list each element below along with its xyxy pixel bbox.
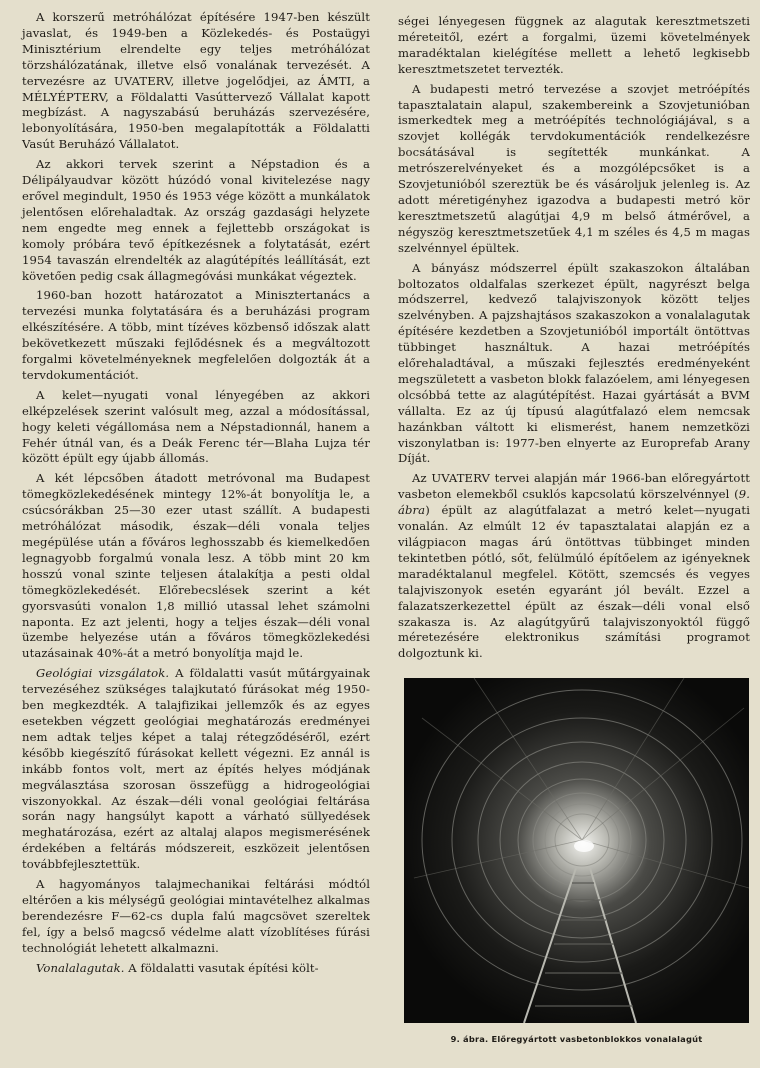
paragraph: A bányász módszerrel épült szakaszokon általában boltozatos oldalfalas szerkezet épült, nagyrészt belga módszerrel, kedvező talajviszonyok között teljes szelvényben. A pajzshajtásos szakaszokon a vonalalagutak építésére kezdetben a Szovjetunióból importált öntöttvas tübbinget használtuk. A hazai metróépítés előrehaladtával, a műszaki fejlesztés eredményeként megszületett a vasbeton blokk falazóelem, ami lényegesen olcsóbbá tette az alagútépítést. Hazai gyártását a BVM vállalta. Ez az új típusú alagútfalazó elem nemcsak hazánkban váltott ki elismerést, hanem nemzetközi viszonylatban is: 1977-ben elnyerte az Europrefab Arany Díját.: [398, 260, 750, 466]
paragraph: A két lépcsőben átadott metróvonal ma Budapest tömegközlekedésének mintegy 12%-át bonyolítja le, a csúcsórákban 25—30 ezer utast szállít. A budapesti metróhálózat második, észak—déli vonala teljes megépülése után a főváros leghosszabb és kiemelkedően legnagyobb forgalmú vonala lesz. A több mint 20 km hosszú vonal szinte teljesen átalakítja a pesti oldal tömegközlekedését. Előrebecslések szerint a két gyorsvasúti vonalon 1,8 millió utassal lehet számolni naponta. Ez azt jelenti, hogy a teljes észak—déli vonal üzembe helyezése után a főváros tömegközlekedési utazásainak 40%-át a metró bonyolítja majd le.: [22, 471, 370, 661]
paragraph-body: Az UVATERV tervei alapján már 1966-ban előregyártott vasbeton elemekből csuklós kapcsolatú körszelvénnyel (: [398, 471, 750, 502]
tunnel-end-light: [574, 840, 594, 852]
paragraph-body: ) épült az alagútfalazat a metró kelet—nyugati vonalán. Az elmúlt 12 év tapasztalatai alapján ez a világpiacon magas árú öntöttvas tübbinget minden tekintetben pótló, sőt, felülmúló építőelem az igényeknek maradéktalanul megfelel. Kötött, szemcsés és vegyes talajviszonyok esetén egyaránt jól bevált. Ezzel a falazatszerkezettel épült az észak—déli vonal első szakasza is. Az alagútgyűrű talajviszonyoktól függő méretezésére elektronikus számítási programot dolgoztunk ki.: [398, 503, 750, 661]
paragraph: A hagyományos talajmechanikai feltárási módtól eltérően a kis mélységű geológiai mintavételhez alkalmas berendezésre F—62-cs dupla falú magcsövet szereltek fel, így a belső magcső védelme alatt vízoblítéses fúrási technológiát lehetett alkalmazni.: [22, 877, 370, 955]
paragraph-continued: ségei lényegesen függnek az alagutak keresztmetszeti méreteitől, ezért a forgalmi, üzemi követelmények maradéktalan kielégítése mellett a lehető legkisebb keresztmetszetet tervezték.: [398, 14, 750, 76]
figure-caption: 9. ábra. Előregyártott vasbetonblokkos vonalalagút: [450, 1034, 703, 1044]
paragraph-body: A földalatti vasutak építési költ-: [124, 960, 319, 975]
left-column: [22, 10, 370, 980]
right-column: [398, 14, 750, 666]
section-lead-geology: Geológiai vizsgálatok.: [36, 666, 170, 681]
section-lead-tunnels: Vonalalagutak.: [36, 960, 125, 975]
tunnel-background: [404, 678, 749, 1023]
paragraph-body: A földalatti vasút műtárgyainak tervezéséhez szükséges talajkutató fúrásokat még 1950-ben megkezdték. A talajfizikai jellemzők és az egyes esetekben végzett geológiai meghatározás eredményei nem adtak teljes képet a talaj rétegződéséről, ezért később kiegészítő fúrásokat kellett végezni. Ez annál is inkább fontos volt, mert az építés helyes módjának megválasztása szorosan összefügg a hidrogeológiai viszonyokkal. Az észak—déli vonal geológiai feltárása során nagy hangsúlyt kapott a várható süllyedések meghatározása, ezért az altalaj alapos megismerésének érdekében a feltárás módszereit, eszközeit jelentősen továbbfejlesztettük.: [22, 666, 371, 872]
paragraph-tunnels: [22, 961, 370, 977]
paragraph-geological-surveys: [22, 666, 370, 873]
paragraph: A korszerű metróhálózat építésére 1947-ben készült javaslat, és 1949-ben a Közlekedés- és Postaügyi Minisztérium elrendelte egy teljes metróhálózat törzshálózatának, illetve első vonalának tervezését. A tervezésre az UVATERV, illetve jogelődjei, az ÁMTI, a MÉLYÉPTERV, a Földalatti Vasúttervező Vállalat kapott megbízást. A nagyszabású beruházás szervezésére, lebonyolítására, 1950-ben megalapították a Földalatti Vasút Beruházó Vállalatot.: [22, 10, 370, 152]
paragraph: A budapesti metró tervezése a szovjet metróépítés tapasztalatain alapul, szakembereink a Szovjetunióban ismerkedtek meg a metróépítés technológiájával, s a szovjet kollégák tervdokumentációk rendelkezésre bocsátásával is segítették munkánkat. A metrószerelvényeket és a mozgólépcsőket is a Szovjetunióból szereztük be és vásároljuk jelenleg is. Az adott méretigényhez igazodva a budapesti metró kör keresztmetszetű alagútjai 4,9 m belső átmérővel, a négyszög keresztmetszetűek 4,1 m széles és 4,5 m magas szelvénnyel épültek.: [398, 81, 750, 255]
tunnel-photo-drawing: [404, 678, 749, 1023]
paragraph-figure-ref: [398, 471, 750, 662]
paragraph: 1960-ban hozott határozatot a Minisztertanács a tervezési munka folytatására és a beruházási program elkészítésére. A több, mint tízéves közbenső időszak alatt bekövetkezett műszaki fejlődésnek és a megváltozott forgalmi követelményeknek megfelelően dolgozták át a tervdokumentációt.: [22, 288, 370, 382]
tunnel-photo: [404, 678, 749, 1023]
figure-reference: 9. ábra: [398, 487, 750, 518]
paragraph: A kelet—nyugati vonal lényegében az akkori elképzelések szerint valósult meg, azzal a módosítással, hogy keleti végállomása nem a Népstadionnál, hanem a Fehér útnál van, és a Deák Ferenc tér—Blaha Lujza tér között épült egy újabb állomás.: [22, 387, 370, 466]
paragraph: Az akkori tervek szerint a Népstadion és a Délipályaudvar között húzódó vonal kivitelezése nagy erővel megindult, 1950 és 1953 vége között a munkálatok jelentősen előrehaladtak. Az ország gazdasági helyzete nem engedte meg ennek a fejlettebb országokat is komoly próbára tevő építkezésnek a folytatását, ezért 1954 tavaszán elrendelték az alagútépítés leállítását, ezt követően pedig csak állagmegóvási munkákat végeztek.: [22, 157, 370, 283]
